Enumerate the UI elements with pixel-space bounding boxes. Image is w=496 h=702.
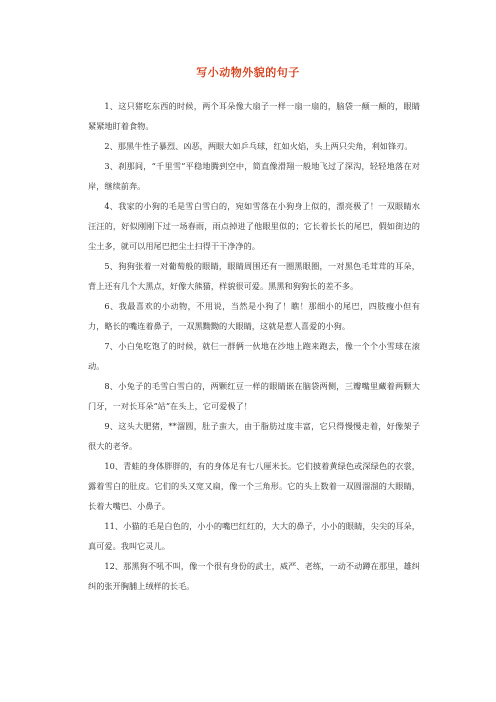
- paragraph-12: 12、那黑狗不吼不叫，像一个很有身份的武士，威严、老练，一动不动蹲在那里，雄纠纠的张开胸脯上绒样的长毛。: [88, 561, 420, 591]
- paragraph-6: 6、我最喜欢的小动物，不用说，当然是小狗了！瞧！那细小的尾巴，四肢瘦小但有力，略长的嘴连着鼻子，一双黑黝黝的大眼睛，这就是惹人喜爱的小狗。: [88, 301, 420, 331]
- paragraph-7: 7、小白兔吃饱了的时候，就仨一群俩一伙地在沙地上跑来跑去，像一个个小雪球在滚动。: [88, 341, 420, 371]
- paragraph-9: 9、这头大肥猪，**溜圆，肚子蛮大，由于脂肪过度丰富，它只得慢慢走着，好像架子很大的老爷。: [88, 421, 420, 451]
- document-body: [88, 96, 420, 596]
- paragraph-11: 11、小猫的毛是白色的，小小的嘴巴红红的，大大的鼻子，小小的眼睛，尖尖的耳朵，真可爱。我叫它灵儿。: [88, 521, 420, 551]
- paragraph-4: 4、我家的小狗的毛是雪白雪白的，宛如雪落在小狗身上似的，漂亮极了！一双眼睛水汪汪的，好似刚刚下过一场春雨，雨点掉进了他眼里似的；它长着长长的尾巴，假如街边的尘土多，就可以用尾巴把尘土扫得干干净净的。: [88, 201, 420, 251]
- paragraph-3: 3、刹那间，“千里雪”平稳地腾到空中，简直像滑翔一般地飞过了深沟，轻轻地落在对岸，继续前奔。: [88, 161, 420, 191]
- paragraph-10: 10、青蛙的身体胖胖的，有的身体足有七八厘米长。它们披着黄绿色或深绿色的衣裳，露着雪白的肚皮。它们的头又宽又扁，像一个三角形。它的头上数着一双圆溜溜的大眼睛，长着大嘴巴、小鼻子。: [88, 461, 420, 511]
- paragraph-5: 5、狗狗张着一对葡萄般的眼睛，眼睛周围还有一圈黑眼圈，一对黑色毛茸茸的耳朵，背上还有几个大黑点，好像大熊猫，样貌很可爱。黑黑和狗狗长的差不多。: [88, 261, 420, 291]
- page-title: 写小动物外貌的句子: [196, 66, 300, 79]
- paragraph-1: 1、这只猪吃东西的时候，两个耳朵像大扇子一样一扇一扇的，脑袋一颠一颠的，眼睛紧紧地盯着食物。: [88, 101, 420, 131]
- paragraph-8: 8、小兔子的毛雪白雪白的，两颗红豆一样的眼睛嵌在脑袋两侧，三瓣嘴里藏着两颗大门牙，一对长耳朵“站”在头上，它可爱极了！: [88, 381, 420, 411]
- paragraph-2: 2、那黑牛性子暴烈、凶恶，两眼大如乒乓球，红如火焰，头上两只尖角，利如锋刃。: [104, 141, 413, 151]
